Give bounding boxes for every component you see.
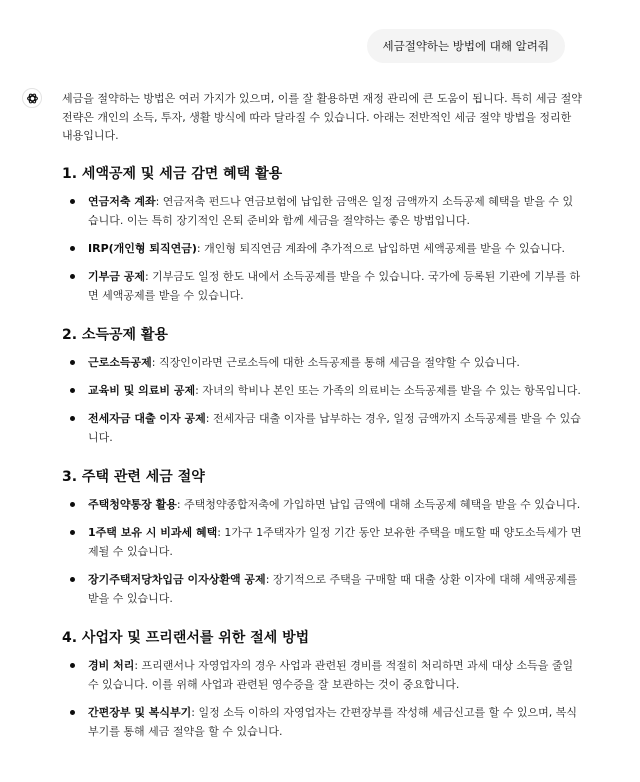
section-list — [62, 192, 582, 305]
bullet-icon — [70, 663, 75, 668]
item-description: : 연금저축 펀드나 연금보험에 납입한 금액은 일정 금액까지 소득공제 혜택을 받을 수 있습니다. 이는 특히 장기적인 은퇴 준비와 함께 세금을 절약하는 좋은 방법입니다. — [88, 194, 574, 227]
assistant-content — [62, 90, 582, 741]
item-description: : 개인형 퇴직연금 계좌에 추가적으로 납입하면 세액공제를 받을 수 있습니다. — [196, 241, 565, 255]
list-item — [62, 703, 582, 741]
item-term: 교육비 및 의료비 공제 — [88, 383, 196, 397]
item-description: : 프리랜서나 자영업자의 경우 사업과 관련된 경비를 적절히 처리하면 과세 대상 소득을 줄일 수 있습니다. 이를 위해 사업과 관련된 영수증을 잘 보관하는 것이 중요합니다. — [88, 658, 574, 691]
user-message-row — [367, 29, 566, 63]
list-item — [62, 495, 582, 514]
list-item — [62, 239, 582, 258]
assistant-avatar — [22, 88, 42, 108]
list-item — [62, 409, 582, 447]
item-term: 경비 처리 — [88, 658, 135, 672]
bullet-icon — [70, 388, 75, 393]
item-term: 장기주택저당차입금 이자상환액 공제 — [88, 572, 266, 586]
list-item — [62, 523, 582, 561]
bullet-icon — [70, 502, 75, 507]
bullet-icon — [70, 710, 75, 715]
item-term: 1주택 보유 시 비과세 혜택 — [88, 525, 218, 539]
item-description: : 기부금도 일정 한도 내에서 소득공제를 받을 수 있습니다. 국가에 등록된 기관에 기부를 하면 세액공제를 받을 수 있습니다. — [88, 269, 581, 302]
item-term: 간편장부 및 복식부기 — [88, 705, 192, 719]
section-list — [62, 495, 582, 608]
item-description: : 자녀의 학비나 본인 또는 가족의 의료비는 소득공제를 받을 수 있는 항목입니다. — [195, 383, 581, 397]
list-item — [62, 656, 582, 694]
openai-logo-icon — [26, 92, 39, 105]
list-item — [62, 192, 582, 230]
item-description: : 1가구 1주택자가 일정 기간 동안 보유한 주택을 매도할 때 양도소득세가 면제될 수 있습니다. — [88, 525, 582, 558]
item-term: 주택청약통장 활용 — [88, 497, 177, 511]
item-description: : 직장인이라면 근로소득에 대한 소득공제를 통해 세금을 절약할 수 있습니다. — [151, 355, 520, 369]
assistant-message — [22, 86, 582, 750]
section-title: 2. 소득공제 활용 — [62, 326, 168, 343]
section-title: 4. 사업자 및 프리랜서를 위한 절세 방법 — [62, 629, 310, 646]
user-message-bubble: 세금절약하는 방법에 대해 알려줘 — [367, 29, 566, 63]
list-item — [62, 353, 582, 372]
intro-paragraph: 세금을 절약하는 방법은 여러 가지가 있으며, 이를 잘 활용하면 재정 관리에 큰 도움이 됩니다. 특히 세금 절약 전략은 개인의 소득, 투자, 생활 방식에 따라 달라질 수 있습니다. 아래는 전반적인 세금 절약 방법을 정리한 내용입니다. — [62, 92, 582, 142]
item-description: : 주택청약종합저축에 가입하면 납입 금액에 대해 소득공제 혜택을 받을 수 있습니다. — [176, 497, 581, 511]
bullet-icon — [70, 199, 75, 204]
item-description: : 일정 소득 이하의 자영업자는 간편장부를 작성해 세금신고를 할 수 있으며, 복식부기를 통해 세금 절약을 할 수 있습니다. — [88, 705, 577, 738]
list-item — [62, 570, 582, 608]
list-item — [62, 381, 582, 400]
item-term: 전세자금 대출 이자 공제 — [88, 411, 206, 425]
bullet-icon — [70, 530, 75, 535]
bullet-icon — [70, 416, 75, 421]
item-term: 근로소득공제 — [88, 355, 152, 369]
item-description: : 전세자금 대출 이자를 납부하는 경우, 일정 금액까지 소득공제를 받을 수 있습니다. — [88, 411, 581, 444]
bullet-icon — [70, 360, 75, 365]
bullet-icon — [70, 246, 75, 251]
bullet-icon — [70, 577, 75, 582]
section-list — [62, 353, 582, 447]
item-term: 연금저축 계좌 — [88, 194, 156, 208]
bullet-icon — [70, 274, 75, 279]
section-list — [62, 656, 582, 741]
list-item — [62, 267, 582, 305]
item-term: 기부금 공제 — [88, 269, 145, 283]
section-title: 3. 주택 관련 세금 절약 — [62, 468, 205, 485]
section-title: 1. 세액공제 및 세금 감면 혜택 활용 — [62, 165, 283, 182]
item-description: : 장기적으로 주택을 구매할 때 대출 상환 이자에 대해 세액공제를 받을 수 있습니다. — [88, 572, 578, 605]
item-term: IRP(개인형 퇴직연금) — [88, 241, 197, 255]
